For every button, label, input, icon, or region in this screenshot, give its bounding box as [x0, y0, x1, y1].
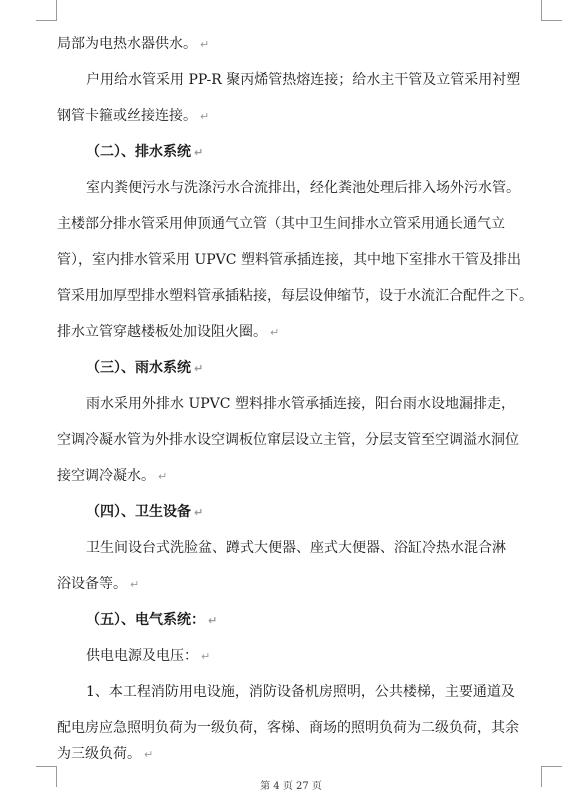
line-text: 室内粪便污水与洗涤污水合流排出，经化粪池处理后排入场外污水管。 [86, 180, 520, 196]
paragraph-line [57, 466, 547, 487]
paragraph-line [57, 718, 547, 738]
paragraph-line [86, 682, 548, 702]
paragraph-line [57, 34, 547, 55]
crop-mark-top-left [36, 0, 57, 21]
line-text: 主楼部分排水管采用伸顶通气立管（其中卫生间排水立管采用通长通气立 [57, 216, 505, 232]
line-text: 为三级负荷。 [57, 746, 141, 762]
paragraph-line [86, 646, 548, 667]
paragraph-mark-icon: ↵ [194, 362, 204, 375]
line-text: 配电房应急照明负荷为一级负荷，客梯、商场的照明负荷为二级负荷，其余 [57, 720, 519, 736]
paragraph-mark-icon: ↵ [194, 506, 204, 519]
paragraph-line [57, 744, 547, 765]
paragraph-line [57, 286, 547, 306]
line-text: 浴设备等。 [57, 576, 127, 592]
heading-text: （二）、排水系统 [86, 144, 191, 160]
paragraph-line [86, 394, 548, 414]
line-text: 户用给水管采用 PP-R 聚丙烯管热熔连接；给水主干管及立管采用衬塑 [86, 72, 521, 88]
line-text: 雨水采用外排水 UPVC 塑料排水管承插连接，阳台雨水设地漏排走， [86, 396, 515, 412]
paragraph-mark-icon: ↵ [130, 578, 140, 591]
line-text: 局部为电热水器供水。 [57, 36, 197, 52]
section-heading-sanitary [86, 502, 576, 523]
paragraph-mark-icon: ↵ [144, 748, 154, 761]
paragraph-line [86, 178, 548, 198]
paragraph-line [86, 538, 548, 558]
heading-text: （五）、电气系统： [86, 612, 205, 628]
line-text: 排水立管穿越楼板处加设阻火圈。 [57, 324, 267, 340]
line-text: 接空调冷凝水。 [57, 468, 155, 484]
heading-text: （四）、卫生设备 [86, 504, 191, 520]
line-text: 管采用加厚型排水塑料管承插粘接，每层设伸缩节，设于水流汇合配件之下。 [57, 288, 533, 304]
paragraph-mark-icon: ↵ [270, 326, 280, 339]
line-text: 钢管卡箍或丝接连接。 [57, 108, 197, 124]
paragraph-line [57, 106, 547, 127]
line-text: 管），室内排水管采用 UPVC 塑料管承插连接，其中地下室排水干管及排出 [57, 252, 521, 268]
paragraph-mark-icon: ↵ [194, 146, 204, 159]
line-text: 1、本工程消防用电设施，消防设备机房照明，公共楼梯，主要通道及 [86, 684, 515, 700]
paragraph-line [57, 430, 547, 450]
paragraph-line [57, 250, 547, 270]
paragraph-line [57, 322, 547, 343]
page-number-footer: 第 4 页 27 页 [260, 781, 322, 792]
paragraph-line [57, 214, 547, 234]
paragraph-mark-icon: ↵ [200, 110, 210, 123]
paragraph-mark-icon: ↵ [158, 470, 168, 483]
crop-mark-top-right [541, 0, 562, 21]
heading-text: （三）、雨水系统 [86, 360, 191, 376]
section-heading-rainwater [86, 358, 576, 379]
paragraph-mark-icon: ↵ [201, 650, 211, 663]
line-text: 空调冷凝水管为外排水设空调板位窜层设立主管，分层支管至空调溢水洞位 [57, 432, 519, 448]
paragraph-line [57, 574, 547, 595]
section-heading-drainage [86, 142, 576, 163]
paragraph-line [86, 70, 548, 90]
line-text: 卫生间设台式洗脸盆、蹲式大便器、座式大便器、浴缸冷热水混合淋 [86, 540, 506, 556]
line-text: 供电电源及电压： [86, 648, 198, 664]
section-heading-electrical [86, 610, 576, 631]
paragraph-mark-icon: ↵ [200, 38, 210, 51]
paragraph-mark-icon: ↵ [208, 614, 218, 627]
